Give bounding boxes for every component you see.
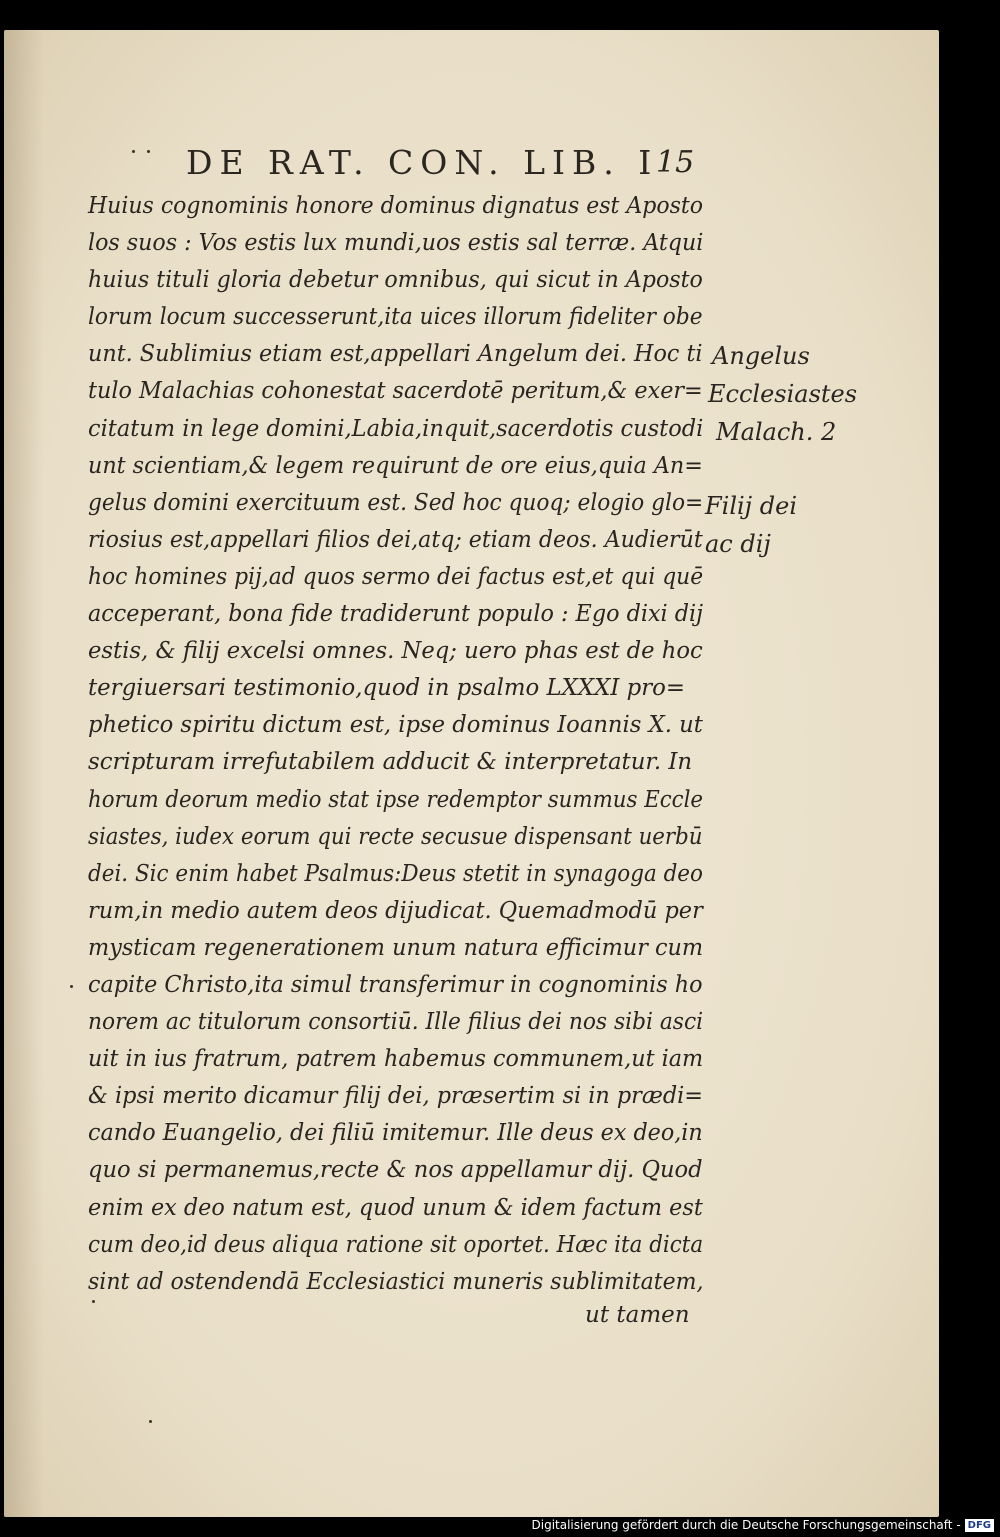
text-line: sint ad ostendendā Ecclesiastici muneris sublimitatem, — [88, 1268, 704, 1295]
digitization-credit — [532, 1518, 995, 1532]
dfg-logo: DFG — [965, 1519, 994, 1532]
text-line: phetico spiritu dictum est, ipse dominus Ioannis X. ut — [88, 712, 703, 739]
text-line: cum deo,id deus aliqua ratione sit oportet. Hæc ita dicta — [88, 1231, 704, 1258]
ink-speck — [132, 150, 135, 153]
text-line: rum,in medio autem deos dijudicat. Quemadmodū per — [88, 897, 703, 924]
text-line: unt. Sublimius etiam est,appellari Angelum dei. Hoc ti — [88, 341, 703, 368]
text-line: lorum locum successerunt,ita uices illorum fideliter obe — [88, 304, 703, 331]
text-line: gelus domini exercituum est. Sed hoc quoq; elogio glo= — [88, 489, 704, 516]
marginal-note-filij-dei: Filij dei — [705, 492, 797, 520]
text-line: riosius est,appellari filios dei,atq; etiam deos. Audierūt — [88, 526, 703, 553]
text-line: dei. Sic enim habet Psalmus:Deus stetit in synagoga deo — [88, 860, 703, 887]
text-line: hoc homines pij,ad quos sermo dei factus est,et qui quē — [88, 563, 704, 590]
text-line: enim ex deo natum est, quod unum & idem factum est — [88, 1194, 703, 1221]
running-title: DE RAT. CON. LIB. I — [186, 143, 659, 182]
ink-speck — [70, 985, 73, 988]
text-line: & ipsi merito dicamur filij dei, præsertim si in prædi= — [88, 1083, 704, 1110]
text-line: scripturam irrefutabilem adducit & interpretatur. In — [88, 749, 693, 776]
credit-text: Digitalisierung gefördert durch die Deutsche Forschungsgemeinschaft - — [531, 1518, 961, 1532]
folio-number: 15 — [656, 145, 695, 180]
text-line: huius tituli gloria debetur omnibus, qui sicut in Aposto — [88, 267, 703, 294]
marginal-note-malachias: Malach. 2 — [716, 418, 837, 446]
ink-speck — [147, 150, 150, 153]
text-line: unt scientiam,& legem requirunt de ore eius,quia An= — [88, 452, 703, 479]
text-line: citatum in lege domini,Labia,inquit,sacerdotis custodi — [88, 415, 704, 442]
marginal-note-ac-dij: ac dij — [705, 530, 771, 558]
text-line: quo si permanemus,recte & nos appellamur dij. Quod — [88, 1157, 703, 1184]
text-line: cando Euangelio, dei filiū imitemur. Ille deus ex deo,in — [88, 1120, 703, 1147]
text-line: uit in ius fratrum, patrem habemus communem,ut iam — [88, 1046, 704, 1073]
body-text — [88, 188, 708, 1301]
text-line: capite Christo,ita simul transferimur in cognominis ho — [88, 971, 703, 998]
text-line: estis, & filij excelsi omnes. Neq; uero phas est de hoc — [88, 638, 703, 665]
ink-speck — [149, 1420, 152, 1423]
text-line: tergiuersari testimonio,quod in psalmo LXXXI pro= — [88, 675, 686, 702]
marginal-note-ecclesiastes: Ecclesiastes — [708, 380, 858, 408]
text-line: los suos : Vos estis lux mundi,uos estis sal terræ. Atqui — [88, 230, 704, 257]
text-line: siastes, iudex eorum qui recte secusue dispensant uerbū — [88, 823, 703, 850]
text-line: Huius cognominis honore dominus dignatus est Aposto — [88, 193, 703, 219]
text-line: norem ac titulorum consortiū. Ille filius dei nos sibi asci — [88, 1009, 704, 1036]
text-line: acceperant, bona fide tradiderunt populo : Ego dixi dij — [88, 601, 704, 628]
catchword: ut tamen — [585, 1302, 690, 1328]
text-line: mysticam regenerationem unum natura efficimur cum — [88, 934, 704, 961]
marginal-note-angelus: Angelus — [712, 342, 810, 370]
gutter-shadow — [4, 30, 44, 1517]
text-line: tulo Malachias cohonestat sacerdotē peritum,& exer= — [88, 378, 703, 405]
text-line: horum deorum medio stat ipse redemptor summus Eccle — [88, 786, 704, 813]
